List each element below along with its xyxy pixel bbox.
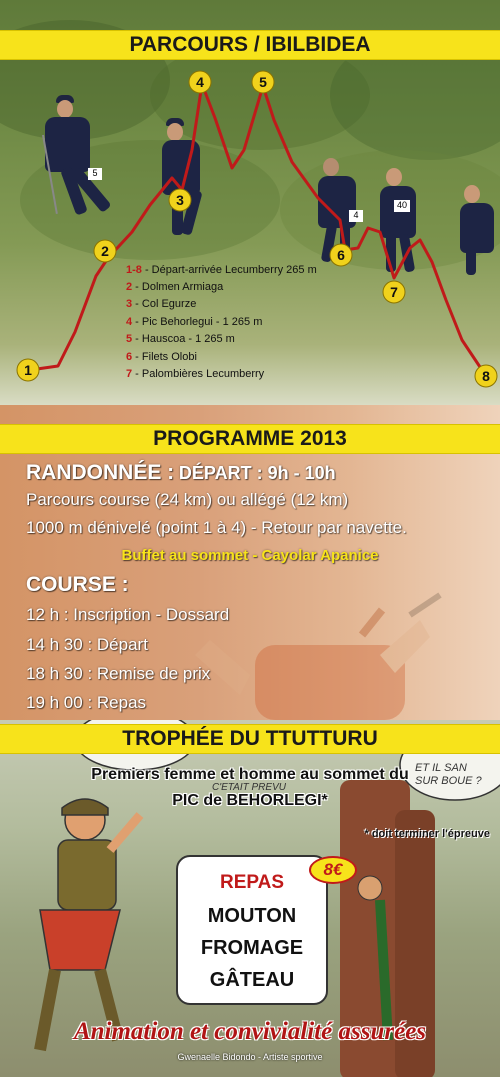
schedule-item: 18 h 30 : Remise de prix	[26, 664, 211, 683]
route-markers	[17, 71, 497, 387]
artist-credit: Gwenaelle Bidondo - Artiste sportive	[177, 1052, 323, 1062]
legend-text: - Pic Behorlegui - 1 265 m	[132, 316, 263, 328]
legend-number: 5	[126, 333, 133, 345]
trophee-note: * doit terminer l'épreuve	[364, 828, 490, 840]
parcours-title: PARCOURS / IBILBIDEA	[0, 30, 500, 60]
legend-text: - Hauscoa - 1 265 m	[132, 333, 235, 345]
legend-number: 4	[126, 316, 133, 328]
bib-number: 40	[394, 200, 410, 212]
trophee-title: TROPHÉE DU TTUTTURU	[0, 724, 500, 754]
legend-item	[126, 351, 197, 363]
repas-title: REPAS	[219, 872, 285, 893]
denivele-info: 1000 m dénivelé (point 1 à 4) - Retour par navette.	[26, 518, 407, 537]
legend-number: 7	[126, 368, 133, 380]
animation-slogan: Animation et convivialité assurées	[73, 1018, 427, 1045]
bib-number: 5	[88, 168, 102, 180]
legend-item	[126, 316, 262, 328]
menu-item: MOUTON	[207, 905, 297, 927]
legend-text: - Filets Olobi	[132, 351, 197, 363]
legend-text: - Dolmen Armiaga	[132, 281, 224, 293]
schedule-item: 14 h 30 : Départ	[26, 635, 148, 654]
bubble-text: ET IL	[415, 762, 442, 774]
route-marker-label: 1	[24, 362, 32, 378]
trophee-description-line2: PIC de BEHORLEGI*	[172, 792, 328, 809]
route-marker-label: 2	[101, 243, 109, 259]
legend-text: - Palombières Lecumberry	[132, 368, 265, 380]
menu-item: GÂTEAU	[209, 969, 295, 991]
route-marker-label: 3	[176, 192, 184, 208]
trophee-description-line1: Premiers femme et homme au sommet du	[91, 766, 409, 783]
bib-number: 4	[349, 210, 363, 222]
bubble-text: SUR BOUE ?	[415, 775, 482, 787]
legend-number: 1-8	[126, 264, 142, 276]
legend-item	[126, 298, 196, 310]
legend-text: - Départ-arrivée Lecumberry 265 m	[141, 264, 317, 276]
menu-item: FROMAGE	[200, 937, 304, 959]
speech-bubble-left: C'ETAIT PREVU	[212, 782, 286, 793]
legend-item	[126, 368, 264, 380]
bubble-text: SAN	[444, 762, 467, 774]
legend-number: 3	[126, 298, 133, 310]
randonnee-depart: DÉPART : 9h - 10h	[178, 463, 336, 483]
parcours-section	[0, 0, 500, 405]
route-line	[30, 84, 486, 376]
legend-number: 2	[126, 281, 133, 293]
schedule-item: 12 h : Inscription - Dossard	[26, 605, 230, 624]
legend-text: - Col Egurze	[132, 298, 197, 310]
route-marker-label: 4	[196, 74, 204, 90]
route-marker-label: 5	[259, 74, 267, 90]
buffet-info: Buffet au sommet - Cayolar Apanice	[121, 547, 379, 564]
parcours-info: Parcours course (24 km) ou allégé (12 km)	[26, 490, 349, 509]
legend-item	[126, 264, 317, 276]
route-marker-label: 6	[337, 247, 345, 263]
randonnee-label: RANDONNÉE :	[26, 461, 175, 484]
course-label: COURSE :	[26, 573, 129, 596]
schedule-item: 19 h 00 : Repas	[26, 693, 147, 712]
randonnee-row	[26, 461, 336, 485]
route-marker-label: 7	[390, 284, 398, 300]
legend-number: 6	[126, 351, 133, 363]
legend-item	[126, 281, 223, 293]
legend-item	[126, 333, 235, 345]
programme-title: PROGRAMME 2013	[0, 424, 500, 454]
price-badge: 8€	[309, 856, 357, 884]
route-marker-label: 8	[482, 368, 490, 384]
elevation-profile	[0, 0, 500, 405]
